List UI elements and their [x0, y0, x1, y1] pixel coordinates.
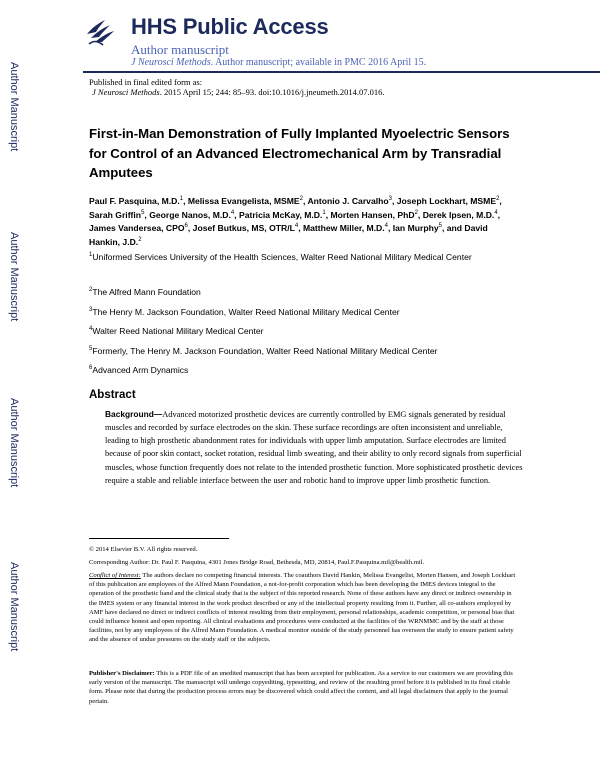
author-affiliation-sup: 2 [299, 196, 303, 203]
journal-name: J Neurosci Methods [131, 57, 211, 68]
author-affiliation-sup: 5 [438, 223, 442, 230]
author-name: Ian Murphy [392, 223, 439, 233]
author-list [89, 195, 514, 249]
disclaimer-label: Publisher's Disclaimer: [89, 670, 155, 677]
author-affiliation-sup: 2 [414, 209, 418, 216]
copyright-notice: © 2014 Elsevier B.V. All rights reserved. [89, 546, 198, 553]
author-affiliation-sup: 1 [179, 196, 184, 203]
author-name: Joseph Lockhart, MSME [396, 196, 497, 206]
author-separator: , [499, 196, 502, 206]
background-label: Background— [105, 409, 163, 419]
conflict-label: Conflict of Interest: [89, 572, 141, 579]
author-separator: , [234, 209, 239, 220]
abstract-background [105, 408, 523, 487]
author-separator: , [298, 223, 303, 233]
author-name: Melissa Evangelista, MSME [187, 196, 300, 206]
author-affiliation-sup: 4 [494, 209, 498, 216]
side-label-author-manuscript: Author Manuscript [8, 562, 20, 652]
author-affiliation-sup: 4 [230, 209, 235, 216]
author-separator: , [302, 196, 308, 206]
hhs-public-access-title: HHS Public Access [131, 14, 329, 39]
conflict-of-interest [89, 571, 517, 645]
affiliation-2: $^2$The Alfred Mann Foundation [89, 287, 201, 297]
author-affiliation-sup: 4 [294, 223, 299, 230]
author-separator: , [183, 196, 188, 206]
footnote-divider [89, 538, 229, 539]
citation-details: . 2015 April 15; 244: 85–93. doi:10.1016/j.jneumeth.2014.07.016. [159, 87, 385, 97]
header-divider [83, 71, 600, 73]
corresponding-author: Corresponding Author: Dr. Paul F. Pasquina, 4301 Jones Bridge Road, Bethesda, MD, 20814, Paul.F.Pasquina.mil@health.mil. [89, 559, 425, 566]
author-affiliation-sup: 2 [138, 236, 142, 243]
side-label-author-manuscript: Author Manuscript [8, 62, 20, 152]
author-separator: , [387, 223, 393, 233]
article-title: First-in-Man Demonstration of Fully Implanted Myoelectric Sensors for Control of an Advanced Electromechanical Arm by Transradial Amputees [89, 126, 510, 180]
journal-availability-line [131, 57, 426, 68]
author-separator: , [187, 223, 193, 233]
affiliation-1: $^1$Uniformed Services University of the Health Sciences, Walter Reed National Military Medical Center [89, 252, 472, 262]
affiliation-4: $^4$Walter Reed National Military Medical Center [89, 326, 264, 336]
citation-journal: J Neurosci Methods [92, 87, 160, 97]
affiliation-6: $^6$Advanced Arm Dynamics [89, 365, 189, 375]
author-name: Matthew Miller, M.D. [302, 223, 385, 233]
author-affiliation-sup: 2 [496, 196, 500, 203]
author-manuscript-label: Author manuscript [131, 42, 229, 57]
affiliation-5: $^5$Formerly, The Henry M. Jackson Foundation, Walter Reed National Military Medical Center [89, 346, 438, 356]
published-in-label: Published in final edited form as: [89, 77, 203, 87]
affiliation-3: $^3$The Henry M. Jackson Foundation, Walter Reed National Military Medical Center [89, 307, 400, 317]
author-name: Patricia McKay, M.D. [238, 209, 323, 220]
disclaimer-text: This is a PDF file of an unedited manuscript that has been accepted for publication. As a service to our customers we are providing this early version of the manuscript. The manuscript will undergo copyediting, typesetting, and review of the resulting proof before it is published in its final citable form. Please note that during the production process errors may be discovered which could affect the content, and all legal disclaimers that apply to the journal pertain. [89, 670, 513, 705]
citation-line [92, 87, 384, 97]
author-name: Derek Ipsen, M.D. [422, 209, 495, 220]
author-affiliation-sup: 6 [184, 223, 188, 230]
availability-text: . Author manuscript; available in PMC 2016 April 15. [210, 57, 427, 68]
author-affiliation-sup: 3 [388, 196, 392, 203]
author-name: Sarah Griffin [89, 209, 142, 220]
side-label-author-manuscript: Author Manuscript [8, 232, 20, 322]
conflict-text: The authors declare no competing financial interests. The coauthors David Hankin, Melissa Evangelist, Morten Hansen, and Joseph Lockhart of this publication are employees of the Alfred Mann Foundation, a not-for-profit corporation which has been developing the IMES devices integral to the operation of the prosthetic hand and the clinical study that is the subject of this reported research. None of these authors have any direct or indirect ownership in the IMES system or any financial interest in the work product described or any of the intellectual property resulting from it. Further, all co-authors employed by AMF have declared no direct or indirect conflicts of interest resulting from their employment, personal relationships, academic competition, or personal bias that could influence honest and open reporting. All clinical evaluations and procedures were conducted at the facilities of the WRNMMC and by the staff at those facilities, not by any employees of the Alfred Mann Foundation. A medical monitor outside of the study personnel has overseen the study to ensure patient safety and the absence of undue pressures on the study staff or the subjects. [89, 572, 516, 644]
author-name: George Nanos, M.D. [149, 209, 231, 220]
author-separator: , [417, 209, 423, 220]
author-separator: , [325, 209, 331, 220]
author-name: Josef Butkus, MS, OTR/L [192, 223, 295, 233]
author-affiliation-sup: 5 [141, 209, 145, 216]
author-name: Morten Hansen, PhD [330, 209, 415, 220]
author-separator: , [391, 196, 397, 206]
author-separator: , [497, 209, 501, 220]
background-text: Advanced motorized prosthetic devices are currently controlled by EMG signals generated by residual muscles and recorded by surface electrodes on the skin. These surface recordings are often inconsistent and unreliable, leading to high prosthetic abandonment rates for individuals with upper limb amputation. Surface electrodes are limited because of poor skin contact, socket rotation, residual limb sweating, and their ability to only record signals from superficial muscles, whose function frequently does not relate to the intended prosthetic function. More sophisticated prosthetic devices require a stable and reliable interface between the user and robotic hand to improve upper limb prosthetic function. [105, 410, 523, 485]
author-affiliation-sup: 1 [322, 209, 326, 216]
publisher-disclaimer [89, 669, 517, 706]
author-name: David Hankin, J.D. [89, 223, 488, 247]
author-separator: , [144, 209, 150, 220]
abstract-heading: Abstract [89, 389, 136, 401]
author-separator: , and [441, 223, 465, 233]
author-affiliation-sup: 4 [384, 223, 388, 230]
author-name: Paul F. Pasquina, M.D. [89, 196, 180, 206]
side-label-author-manuscript: Author Manuscript [8, 398, 20, 488]
author-name: James Vandersea, CPO [89, 223, 185, 233]
hhs-eagle-logo-icon [83, 14, 117, 48]
author-name: Antonio J. Carvalho [307, 196, 389, 206]
